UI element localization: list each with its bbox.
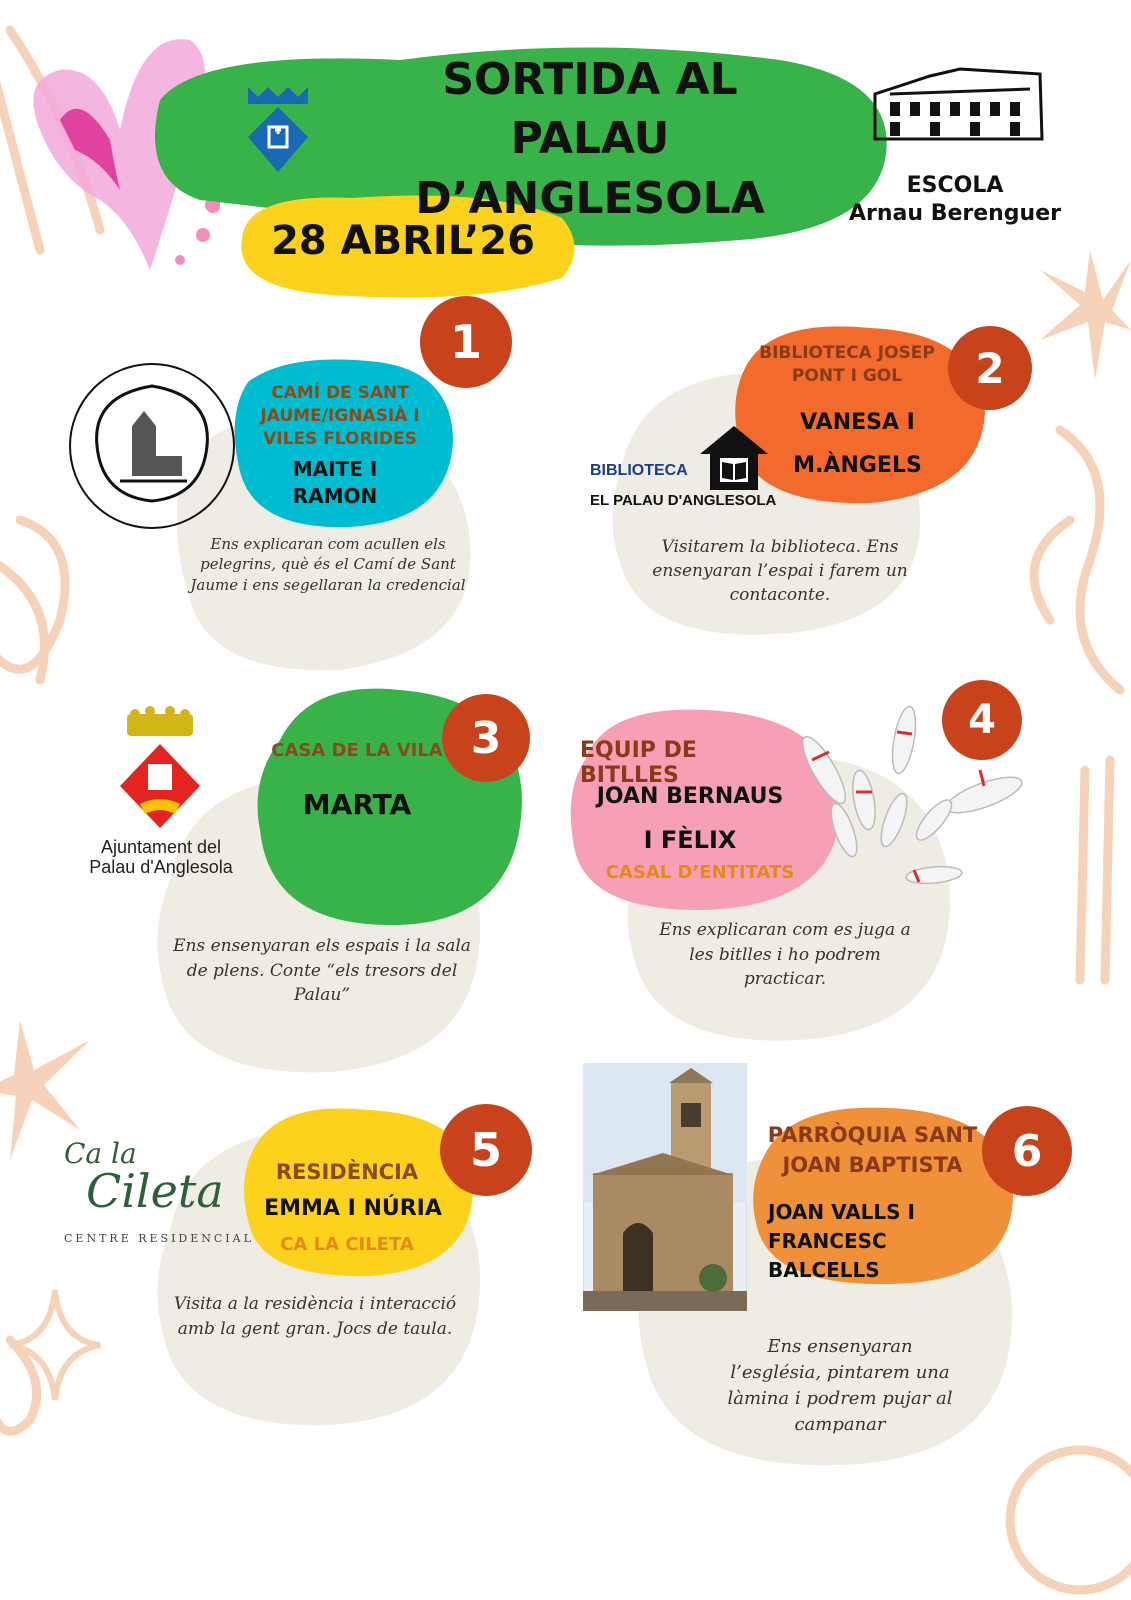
- stop1-place: CAMÍ DE SANT JAUME/IGNASIÀ I VILES FLORIDES: [260, 383, 420, 449]
- library-logo-line2: EL PALAU D'ANGLESOLA: [590, 492, 777, 509]
- cileta-logo-line3: CENTRE RESIDENCIAL: [64, 1232, 254, 1245]
- stop3-description: Ens ensenyaran els espais i la sala de plens. Conte “els tresors del Palau”: [173, 936, 471, 1006]
- stop5-description: Visita a la residència i interacció amb la gent gran. Jocs de taula.: [173, 1294, 457, 1339]
- cileta-logo-line2: Cileta: [86, 1164, 224, 1218]
- bowling-pins-image: [784, 700, 1044, 890]
- stop1-description: Ens explicaran com acullen els pelegrins, què és el Camí de Sant Jaume i ens segellaran la credencial: [190, 535, 466, 594]
- town-hall-logo-line2: Palau d'Anglesola: [89, 856, 233, 877]
- school-name-line2: Arnau Berenguer: [848, 200, 1061, 226]
- stop6-place: PARRÒQUIA SANT JOAN BAPTISTA: [767, 1123, 978, 1178]
- stop2-number-badge: 2: [948, 326, 1032, 410]
- school-name-line1: ESCOLA: [906, 173, 1004, 198]
- stop5-people: EMMA I NÚRIA: [264, 1196, 442, 1221]
- event-date: 28 ABRIL’26: [271, 218, 535, 264]
- stop3-place: CASA DE LA VILA: [271, 740, 443, 761]
- stop5-venue: CA LA CILETA: [280, 1234, 414, 1255]
- stop6-people: JOAN VALLS I FRANCESC BALCELLS: [768, 1200, 915, 1282]
- stop3-number-badge: 3: [442, 694, 530, 782]
- stop6-description: Ens ensenyaran l’església, pintarem una làmina i podrem pujar al campanar: [727, 1336, 953, 1436]
- stop4-number-badge: 4: [942, 680, 1022, 760]
- stop5-place: RESIDÈNCIA: [275, 1160, 419, 1184]
- stop1-number-badge: 1: [420, 296, 512, 388]
- pilgrim-scallop-logo: [62, 356, 242, 536]
- page-title-line2: PALAU D’ANGLESOLA: [415, 113, 765, 224]
- town-hall-coat-of-arms-icon: [115, 706, 205, 836]
- page-title-line1: SORTIDA AL: [442, 54, 738, 105]
- town-hall-logo-line1: Ajuntament del: [100, 837, 222, 857]
- stop6-number-badge: 6: [982, 1106, 1072, 1196]
- stop4-people-line2: I FÈLIX: [643, 826, 737, 854]
- church-photo: [583, 1063, 747, 1311]
- stop4-venue: CASAL D’ENTITATS: [605, 862, 795, 883]
- stop2-place: BIBLIOTECA JOSEP PONT I GOL: [759, 343, 935, 386]
- stop4-place: EQUIP DE BITLLES: [580, 738, 697, 788]
- library-house-icon: [698, 424, 770, 492]
- stop2-people: VANESA I M.ÀNGELS: [793, 410, 922, 478]
- stop4-description: Ens explicaran com es juga a les bitlles i ho podrem practicar.: [659, 920, 911, 990]
- town-shield-icon: [243, 82, 313, 182]
- stop2-description: Visitarem la biblioteca. Ens ensenyaran l’espai i farem un contaconte.: [652, 537, 908, 605]
- school-building-icon: [870, 64, 1050, 144]
- stop1-people: MAITE I RAMON: [292, 457, 378, 508]
- stop4-people-line1: JOAN BERNAUS: [596, 784, 784, 809]
- cileta-logo-line1: Ca la: [64, 1137, 137, 1170]
- library-logo-line1: BIBLIOTECA: [590, 462, 688, 479]
- stop5-number-badge: 5: [440, 1104, 532, 1196]
- stop3-people: MARTA: [302, 788, 412, 821]
